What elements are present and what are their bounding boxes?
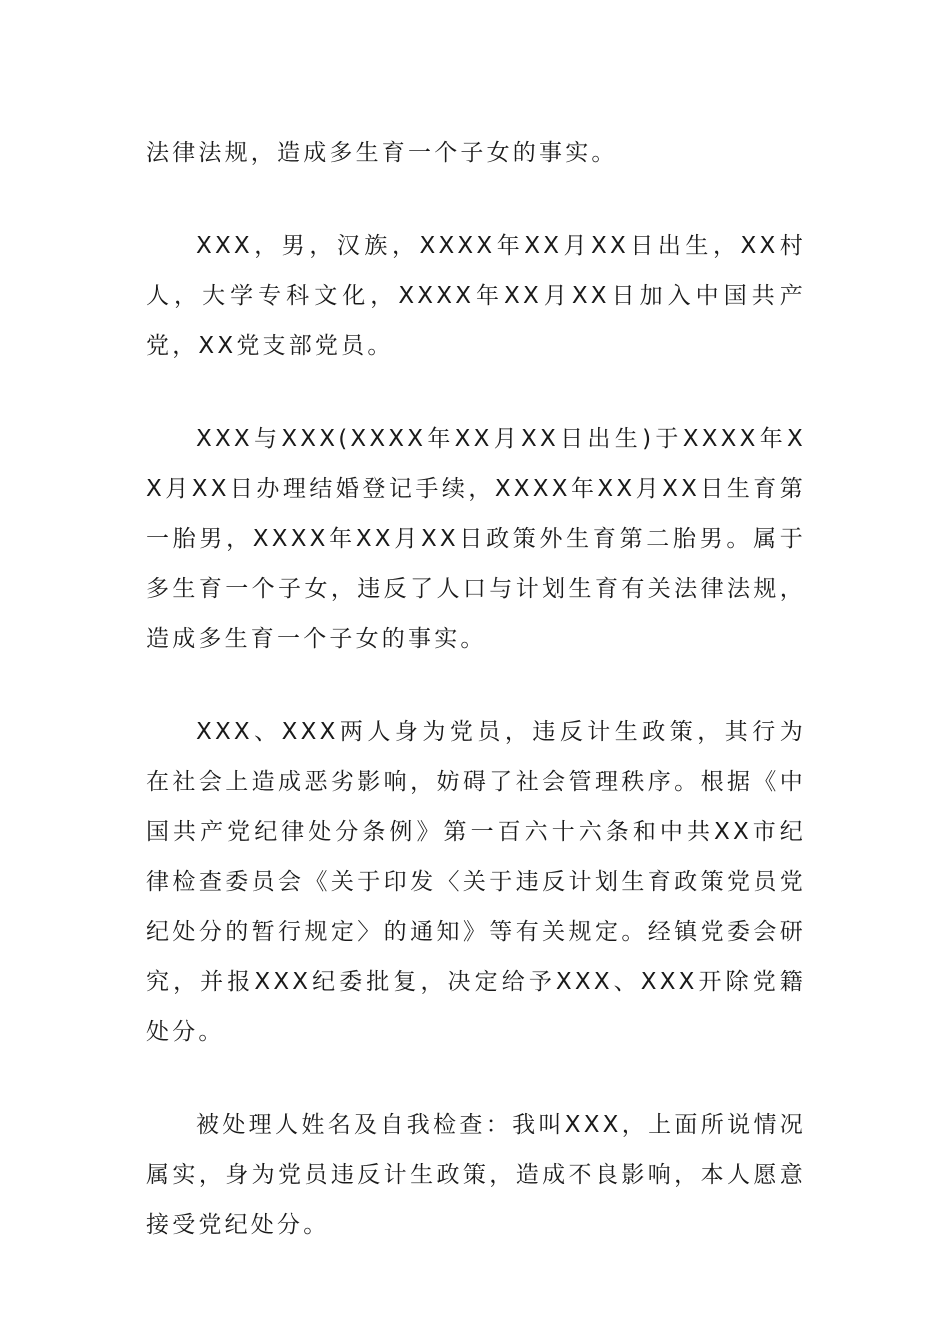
paragraph-decision: XXX、XXX两人身为党员，违反计生政策，其行为在社会上造成恶劣影响，妨碍了社会管理秩序。根据《中国共产党纪律处分条例》第一百六十六条和中共XX市纪律检查委员会《关于印发〈关于违反计划生育政策党员党纪处分的暂行规定〉的通知》等有关规定。经镇党委会研究，并报XXX纪委批复，决定给予XXX、XXX开除党籍处分。	[146, 719, 806, 1045]
paragraph-person-info: XXX，男，汉族，XXXX年XX月XX日出生，XX村人，大学专科文化，XXXX年XX月XX日加入中国共产党，XX党支部党员。	[146, 233, 806, 359]
paragraph-self-statement: 被处理人姓名及自我检查：我叫XXX，上面所说情况属实，身为党员违反计生政策，造成不良影响，本人愿意接受党纪处分。	[146, 1112, 806, 1238]
paragraph-continuation: 法律法规，造成多生育一个子女的事实。	[146, 140, 618, 166]
paragraph-marriage-facts: XXX与XXX(XXXX年XX月XX日出生)于XXXX年XX月XX日办理结婚登记手续，XXXX年XX月XX日生育第一胎男，XXXX年XX月XX日政策外生育第二胎男。属于多生育一个子女，违反了人口与计划生育有关法律法规，造成多生育一个子女的事实。	[146, 426, 806, 652]
document-body	[146, 128, 806, 1250]
